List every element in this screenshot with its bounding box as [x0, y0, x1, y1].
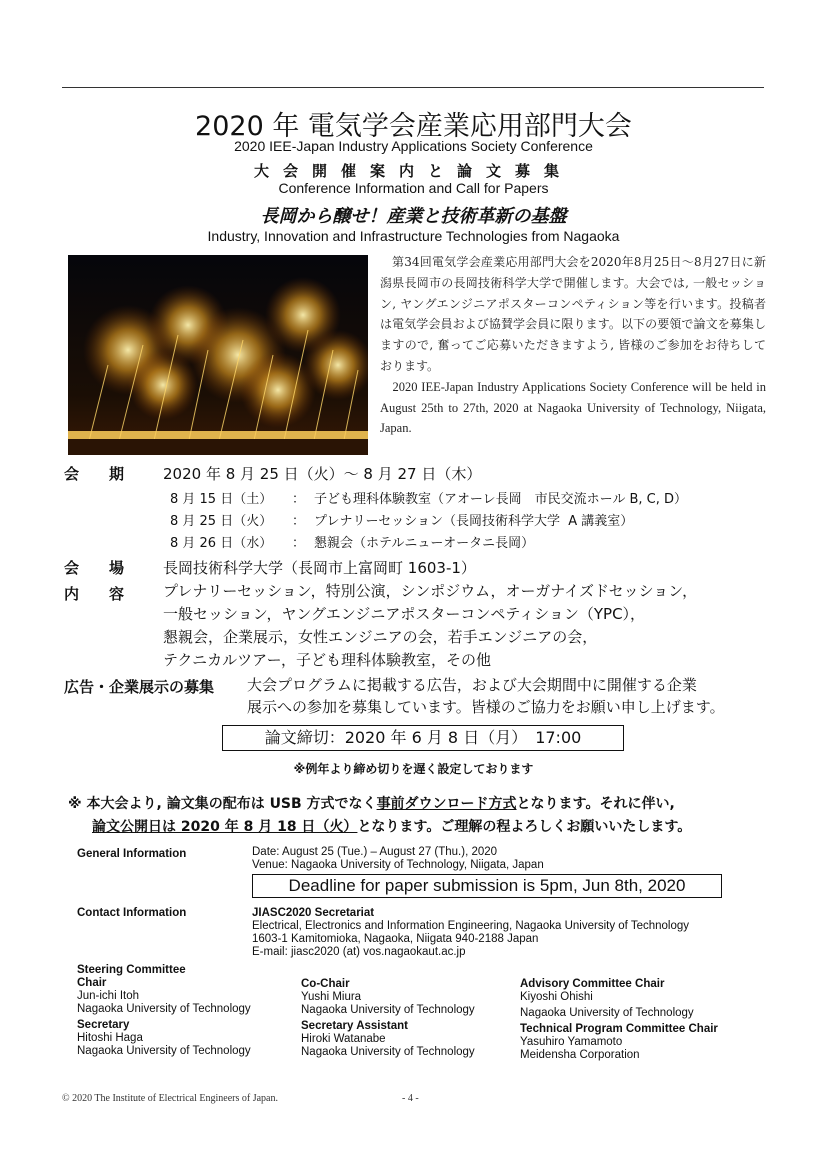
notice-underlined-text: 事前ダウンロード方式 — [376, 796, 517, 812]
schedule-item-date: 8 月 25 日（火） — [170, 514, 273, 529]
contents-line: テクニカルツアー，子ども理科体験教室，その他 — [163, 651, 492, 669]
schedule-item-sep: ： — [292, 492, 306, 507]
copyright: © 2020 The Institute of Electrical Engineers of Japan. — [62, 1093, 278, 1104]
ads-text — [247, 674, 725, 718]
venue-text: 長岡技術科学大学（長岡市上富岡町 1603-1） — [163, 559, 476, 577]
secretary-assistant-title: Secretary Assistant — [301, 1020, 408, 1032]
cochair-org: Nagaoka University of Technology — [301, 1004, 475, 1016]
tpc-chair-org: Meidensha Corporation — [520, 1049, 640, 1061]
secretary-name: Hitoshi Haga — [77, 1032, 143, 1044]
general-venue: Venue: Nagaoka University of Technology, Niigata, Japan — [252, 859, 544, 871]
schedule-main: 2020 年 8 月 25 日（火）～ 8 月 27 日（木） — [163, 465, 482, 483]
page-number: - 4 - — [402, 1093, 419, 1104]
slogan-japanese: 長岡から醸せ！産業と技術革新の基盤 — [260, 206, 567, 227]
notice-underlined-text: 論文公開日は 2020 年 8 月 18 日（火） — [92, 819, 358, 835]
contact-info-label: Contact Information — [77, 907, 187, 919]
advisory-org: Nagaoka University of Technology — [520, 1007, 694, 1019]
notice-text: となります。それに伴い, — [516, 796, 675, 812]
contact-address: 1603-1 Kamitomioka, Nagaoka, Niigata 940-2188 Japan — [252, 933, 539, 945]
venue-label: 会 場 — [64, 559, 125, 577]
committee-column-1 — [77, 964, 251, 1058]
schedule-item-text: 懇親会（ホテルニューオータニ長岡） — [314, 536, 535, 551]
ads-label: 広告・企業展示の募集 — [64, 678, 215, 696]
contents-label: 内 容 — [64, 585, 125, 603]
advisory-title: Advisory Committee Chair — [520, 978, 665, 990]
schedule-item-text: 子ども理科体験教室（アオーレ長岡 市民交流ホール B, C, D） — [314, 492, 688, 507]
intro-english: 2020 IEE-Japan Industry Applications Society Conference will be held in August 25th to 27th, 2020 at Nagaoka University of Technology, Niigata, Japan. — [380, 379, 766, 436]
schedule-label: 会 期 — [64, 465, 125, 483]
fireworks-photo — [68, 255, 368, 455]
chair-title: Chair — [77, 977, 107, 989]
schedule-item-date: 8 月 15 日（土） — [170, 492, 273, 507]
cochair-name: Yushi Miura — [301, 991, 362, 1003]
usb-notice — [68, 793, 691, 839]
notice-text: となります。ご理解の程よろしくお願いいたします。 — [357, 819, 692, 835]
chair-name: Jun-ichi Itoh — [77, 990, 140, 1002]
deadline-english-box: Deadline for paper submission is 5pm, Jun 8th, 2020 — [252, 874, 722, 898]
ads-line: 展示への参加を募集しています。皆様のご協力をお願い申し上げます。 — [247, 698, 725, 716]
contents-list — [163, 580, 697, 672]
slogan-english: Industry, Innovation and Infrastructure Technologies from Nagaoka — [207, 228, 620, 244]
contents-line: 一般セッション，ヤングエンジニアポスターコンペティション（YPC）， — [163, 605, 646, 623]
contact-name: JIASC2020 Secretariat — [252, 907, 375, 919]
secretary-assistant-org: Nagaoka University of Technology — [301, 1046, 475, 1058]
chair-org: Nagaoka University of Technology — [77, 1003, 251, 1015]
schedule-item-sep: ： — [292, 514, 306, 529]
notice-mark: ※ — [68, 796, 82, 812]
deadline-note: ※例年より締め切りを遅く設定しております — [293, 762, 534, 776]
ads-line: 大会プログラムに掲載する広告，および大会期間中に開催する企業 — [247, 676, 697, 694]
cochair-title: Co-Chair — [301, 978, 350, 990]
tpc-chair-title: Technical Program Committee Chair — [520, 1023, 718, 1035]
general-info — [252, 846, 544, 872]
title-english: 2020 IEE-Japan Industry Applications Society Conference — [234, 138, 593, 154]
committee-column-3 — [520, 978, 718, 1062]
secretary-title: Secretary — [77, 1019, 130, 1031]
contents-line: プレナリーセッション，特別公演，シンポジウム，オーガナイズドセッション， — [163, 582, 698, 600]
intro-text — [380, 252, 766, 439]
contact-email: E-mail: jiasc2020 (at) vos.nagaokaut.ac.jp — [252, 946, 466, 958]
subtitle-english: Conference Information and Call for Papers — [278, 180, 549, 196]
contact-dept: Electrical, Electronics and Information Engineering, Nagaoka University of Technology — [252, 920, 690, 932]
advisory-name: Kiyoshi Ohishi — [520, 991, 593, 1003]
subtitle-japanese: 大会開催案内と論文募集 — [253, 162, 573, 180]
secretary-assistant-name: Hiroki Watanabe — [301, 1033, 386, 1045]
contents-line: 懇親会，企業展示，女性エンジニアの会，若手エンジニアの会， — [163, 628, 598, 646]
committee-column-2 — [301, 978, 475, 1059]
intro-japanese: 第34回電気学会産業応用部門大会を2020年8月25日～8月27日に新潟県長岡市の長岡技術科学大学で開催します。大会では, 一般セッション, ヤングエンジニアポスターコンペティション等を行います。投稿者は電気学会員および協賛学会員に限ります。以下の要領で論文を募集しますので, 奮ってご応募いただきますよう, 皆様のご参加をお待ちしております。 — [380, 255, 766, 373]
notice-text: 本大会より, 論文集の配布は USB 方式でなく — [86, 796, 377, 812]
schedule-item-sep: ： — [292, 536, 306, 551]
general-info-label: General Information — [77, 848, 187, 860]
top-rule — [62, 87, 764, 88]
deadline-box: 論文締切：2020 年 6 月 8 日（月） 17:00 — [222, 725, 624, 751]
contact-info — [252, 907, 689, 959]
secretary-org: Nagaoka University of Technology — [77, 1045, 251, 1057]
schedule-item-date: 8 月 26 日（水） — [170, 536, 273, 551]
tpc-chair-name: Yasuhiro Yamamoto — [520, 1036, 623, 1048]
page-title: 2020 年 電気学会産業応用部門大会 — [195, 111, 632, 142]
general-date: Date: August 25 (Tue.) – August 27 (Thu.), 2020 — [252, 846, 498, 858]
schedule-item-text: プレナリーセッション（長岡技術科学大学 A 講義室） — [314, 514, 634, 529]
steering-committee-title: Steering Committee — [77, 964, 186, 976]
